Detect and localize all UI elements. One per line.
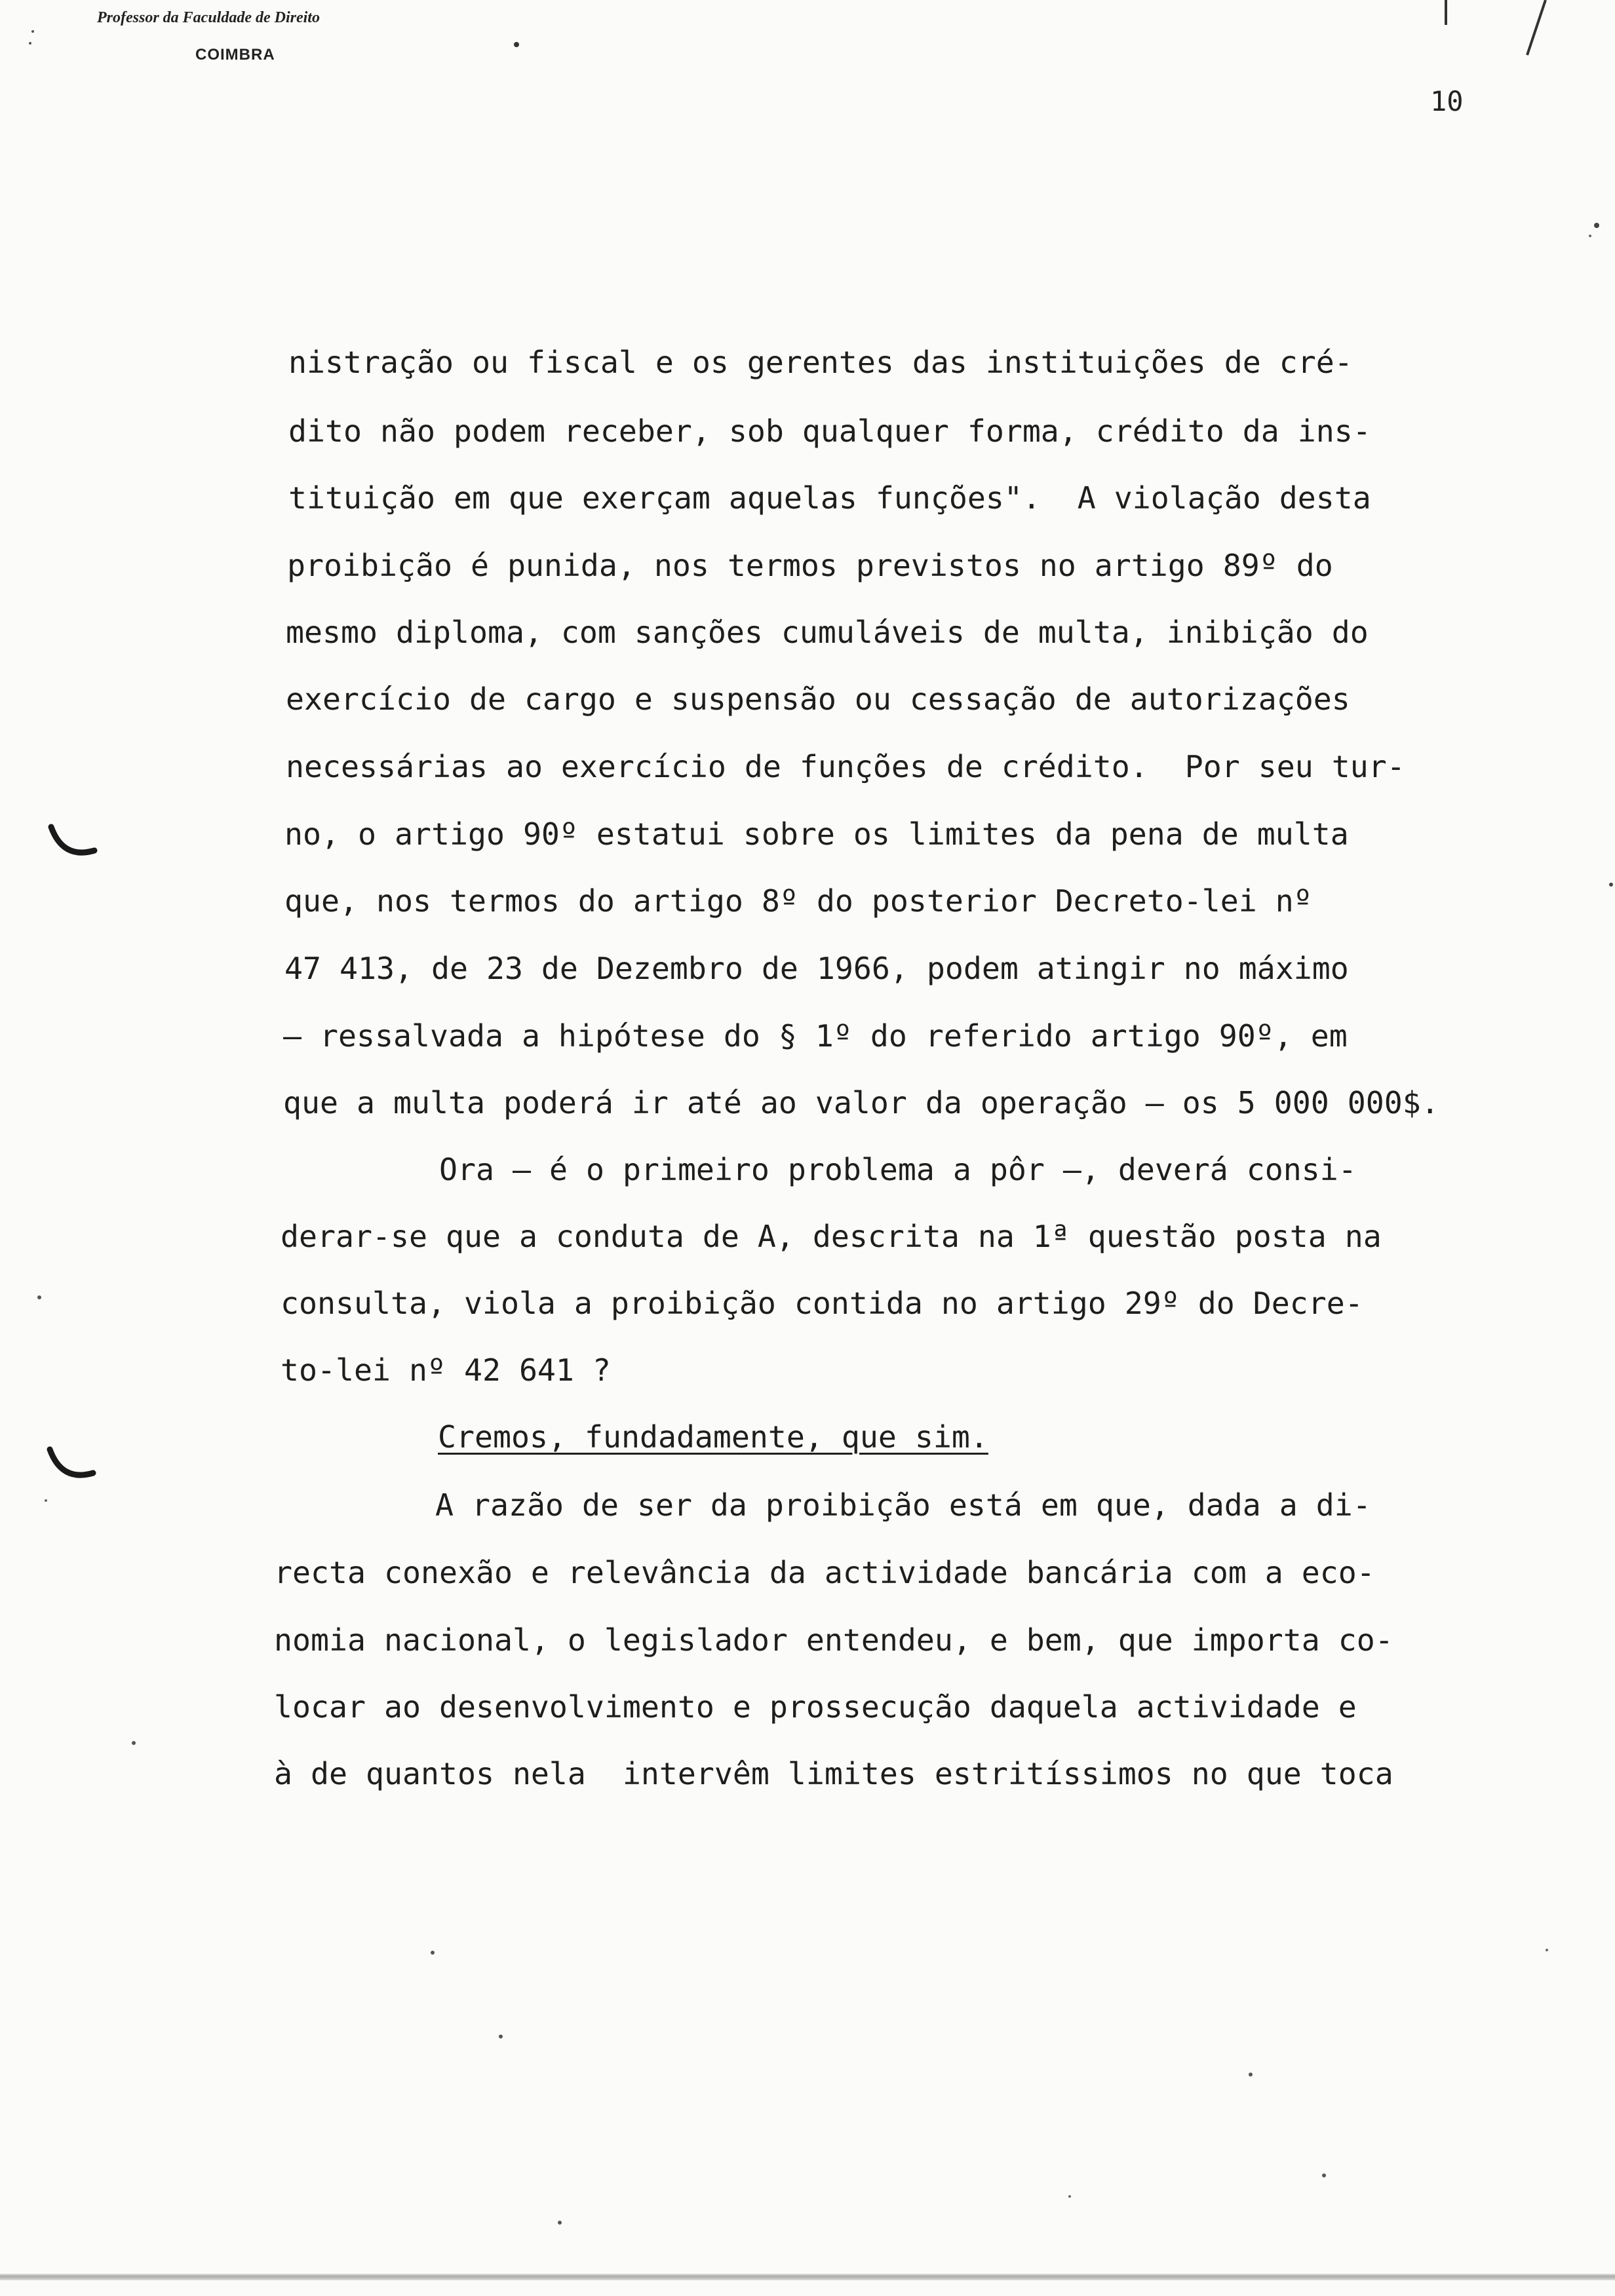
letterhead-city: COIMBRA [195, 46, 275, 64]
text-line: que a multa poderá ir até ao valor da operação — os 5 000 000$. [283, 1085, 1439, 1120]
text-line: que, nos termos do artigo 8º do posterior Decreto-lei nº [284, 883, 1312, 919]
text-line: derar-se que a conduta de A, descrita na 1ª questão posta na [281, 1219, 1382, 1254]
pencil-stroke [1527, 0, 1546, 55]
text-line: nomia nacional, o legislador entendeu, e bem, que importa co- [274, 1622, 1393, 1658]
text-line: necessárias ao exercício de funções de crédito. Por seu tur- [286, 749, 1405, 784]
text-line: locar ao desenvolvimento e prossecução daquela actividade e [274, 1689, 1357, 1725]
text-line: to-lei nº 42 641 ? [281, 1352, 611, 1388]
text-line: tituição em que exerçam aquelas funções". A violação desta [288, 480, 1371, 516]
text-line: mesmo diploma, com sanções cumuláveis de multa, inibição do [286, 615, 1369, 650]
letterhead-title: Professor da Faculdade de Direito [97, 9, 320, 26]
underlined-statement: Cremos, fundadamente, que sim. [438, 1419, 988, 1455]
text-line: Ora — é o primeiro problema a pôr —, deverá consi- [439, 1152, 1357, 1187]
text-line: exercício de cargo e suspensão ou cessação de autorizações [286, 681, 1350, 717]
text-line: nistração ou fiscal e os gerentes das instituições de cré- [288, 345, 1353, 380]
binder-mark [51, 827, 94, 852]
text-line: — ressalvada a hipótese do § 1º do referido artigo 90º, em [283, 1018, 1348, 1054]
text-line: 47 413, de 23 de Dezembro de 1966, podem atingir no máximo [284, 951, 1349, 986]
text-line: no, o artigo 90º estatui sobre os limites da pena de multa [284, 816, 1349, 852]
page-number: 10 [1430, 85, 1464, 117]
text-line: à de quantos nela intervêm limites estritíssimos no que toca [274, 1756, 1393, 1791]
binder-mark [50, 1449, 93, 1475]
text-line: recta conexão e relevância da actividade bancária com a eco- [274, 1555, 1375, 1590]
text-line: A razão de ser da proibição está em que, dada a di- [435, 1487, 1371, 1523]
text-line: consulta, viola a proibição contida no artigo 29º do Decre- [281, 1286, 1363, 1321]
scan-edge [0, 2274, 1615, 2280]
text-line: proibição é punida, nos termos previstos no artigo 89º do [287, 548, 1333, 583]
text-line: dito não podem receber, sob qualquer forma, crédito da ins- [288, 413, 1371, 449]
